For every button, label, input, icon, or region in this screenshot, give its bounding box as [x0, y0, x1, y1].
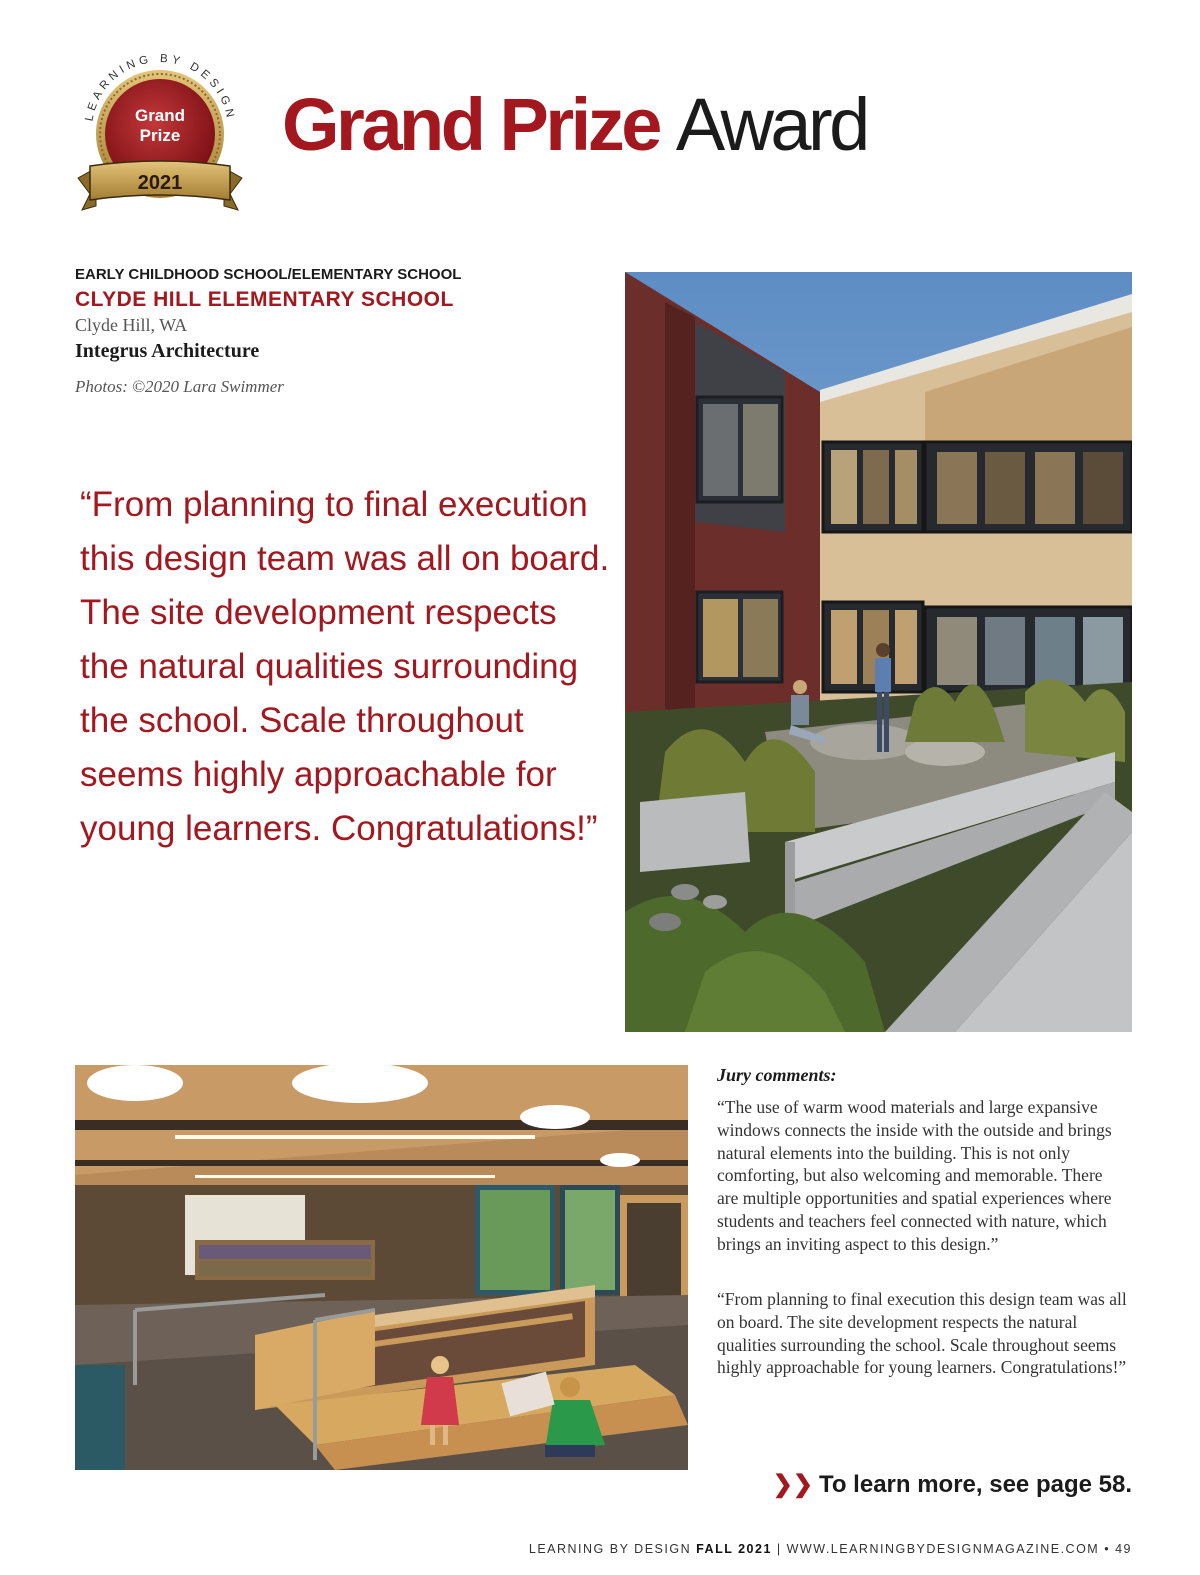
issue-label: FALL 2021 [696, 1542, 772, 1556]
learn-more-text: To learn more, see page 58. [818, 1471, 1132, 1498]
exterior-courtyard-photo [625, 272, 1132, 1032]
school-name: CLYDE HILL ELEMENTARY SCHOOL [75, 288, 454, 311]
title-red: Grand Prize [282, 83, 659, 166]
photo-credit: Photos: ©2020 Lara Swimmer [75, 377, 284, 396]
learn-more-link[interactable] [773, 1470, 1132, 1499]
school-location: Clyde Hill, WA [75, 315, 188, 335]
project-category: EARLY CHILDHOOD SCHOOL/ELEMENTARY SCHOOL [75, 266, 462, 283]
jury-heading: Jury comments: [717, 1065, 837, 1085]
badge-line1: Grand [134, 106, 186, 125]
title-dark: Award [675, 83, 867, 166]
badge-year: 2021 [137, 172, 183, 194]
page-number: 49 [1115, 1542, 1132, 1556]
page-title [282, 83, 867, 166]
badge-line2: Prize [139, 126, 181, 145]
jury-comment-2: “From planning to final execution this design team was all on board. The site development respects the natural qualities surrounding the school. Scale throughout seems highly approachable for young learners. Congratulations!” [717, 1289, 1127, 1378]
double-chevron-right-icon: ❯❯ [772, 1471, 813, 1498]
footer-divider: | [776, 1542, 782, 1556]
page-footer [529, 1542, 1132, 1556]
grand-prize-badge [70, 38, 250, 218]
library-interior-photo [75, 1065, 688, 1470]
website-link[interactable]: WWW.LEARNINGBYDESIGNMAGAZINE.COM [786, 1542, 1100, 1556]
architect-name: Integrus Architecture [75, 340, 260, 362]
badge-arc-text: LEARNING BY DESIGN [83, 52, 237, 123]
pull-quote: “From planning to final execution this design team was all on board. The site development respects the natural qualities surrounding the school. Scale throughout seems highly approachable for young learners. Congratulations!” [80, 485, 610, 848]
bullet-separator: • [1104, 1542, 1111, 1556]
jury-comment-1: “The use of warm wood materials and large expansive windows connects the inside with the outside and brings natural elements into the building. This is not only comforting, but also welcoming and memorable. There are multiple opportunities and spatial experiences where students and teachers feel connected with nature, which brings an inviting aspect to this design.” [717, 1097, 1112, 1254]
magazine-name: LEARNING BY DESIGN [528, 1542, 692, 1556]
